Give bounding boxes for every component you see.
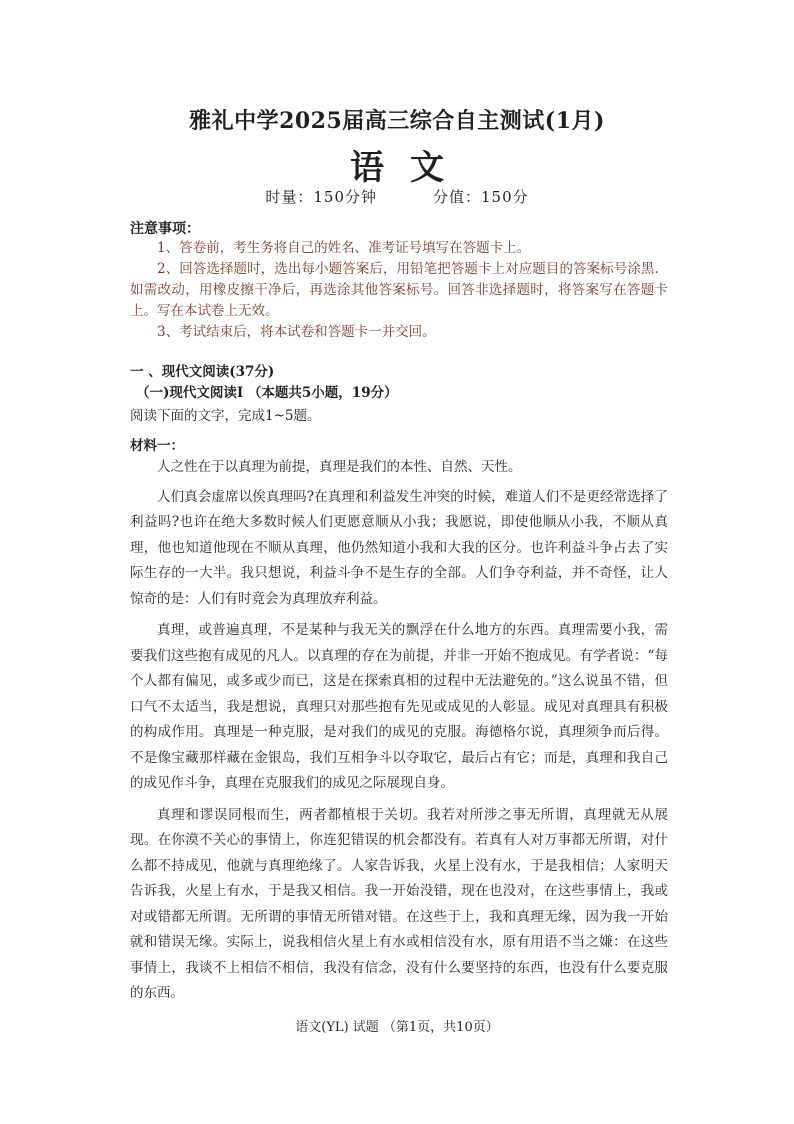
reading-instruction: 阅读下面的文字，完成1~5题。 <box>130 408 321 424</box>
notice-heading: 注意事项： <box>130 221 200 237</box>
notice-item: 2、回答选择题时，选出每小题答案后，用铅笔把答题卡上对应题目的答案标号涂黑．如需改动，用橡皮擦干净后，再选涂其他答案标号。回答非选择题时，将答案写在答题卡上。写在本试卷上无效。 <box>130 261 668 319</box>
passage-paragraph: 人之性在于以真理为前提，真理是我们的本性、自然、天性。 <box>157 459 522 475</box>
material-label: 材料一： <box>130 438 184 454</box>
subsection-heading: （一)现代文阅读Ⅰ （本题共5小题，19分） <box>136 385 398 401</box>
subject-title: 语文 <box>350 148 470 188</box>
passage-paragraph: 人们真会虚席以俟真理吗?在真理和利益发生冲突的时候，难道人们不是更经常选择了利益吗?也许在绝大多数时候人们更愿意顺从小我；我愿说，即使他顺从小我，不顺从真理，他也知道他现在不顺从真理，他仍然知道小我和大我的区分。也许利益斗争占去了实际生存的一大半。我只想说，利益斗争不是生存的全部。人们争夺利益，并不奇怪，让人惊奇的是：人们有时竟会为真理放弃利益。 <box>130 488 668 607</box>
time-limit: 时量：150分钟 <box>265 188 377 206</box>
exam-meta <box>0 186 794 207</box>
notice-item: 3、考试结束后，将本试卷和答题卡一并交回。 <box>157 324 436 340</box>
page-footer: 语文(YL) 试题 （第1页，共10页） <box>295 1020 499 1035</box>
passage-paragraph: 真理和谬误同根而生，两者都植根于关切。我若对所涉之事无所谓，真理就无从展现。在你漠不关心的事情上，你连犯错误的机会都没有。若真有人对万事都无所谓，对什么都不持成见，他就与真理绝缘了。人家告诉我，火星上没有水，于是我相信；人家明天告诉我，火星上有水，于是我又相信。我一开始没错，现在也没对，在这些事情上，我或对或错都无所谓。无所谓的事情无所错对错。在这些于上，我和真理无缘，因为我一开始就和错误无缘。实际上，说我相信火星上有水或相信没有水，原有用语不当之嫌：在这些事情上，我谈不上相信不相信，我没有信念，没有什么要坚持的东西，也没有什么要克服的东西。 <box>130 806 668 1001</box>
total-score: 分值：150分 <box>433 188 529 206</box>
notice-list <box>130 238 668 343</box>
section-heading: 一 、现代文阅读(37分) <box>130 364 275 380</box>
exam-title: 雅礼中学2025届高三综合自主测试(1月) <box>189 108 605 134</box>
reading-passage <box>130 455 668 1007</box>
notice-item: 1、答卷前，考生务将自己的姓名、准考证号填写在答题卡上。 <box>157 240 531 256</box>
passage-paragraph: 真理，或普遍真理，不是某种与我无关的飘浮在什么地方的东西。真理需要小我，需要我们这些抱有成见的凡人。以真理的存在为前提，并非一开始不抱成见。有学者说：“每个人都有偏见，或多或少而已，这是在探索真相的过程中无法避免的。”这么说虽不错，但口气不太适当，我是想说，真理只对那些抱有先见或成见的人彰显。成见对真理具有积极的构成作用。真理是一种克服，是对我们的成见的克服。海德格尔说，真理须争而后得。不是像宝藏那样藏在金银岛，我们互相争斗以夺取它，最后占有它；而是，真理和我自己的成见作斗争，真理在克服我们的成见之际展现自身。 <box>130 622 668 791</box>
